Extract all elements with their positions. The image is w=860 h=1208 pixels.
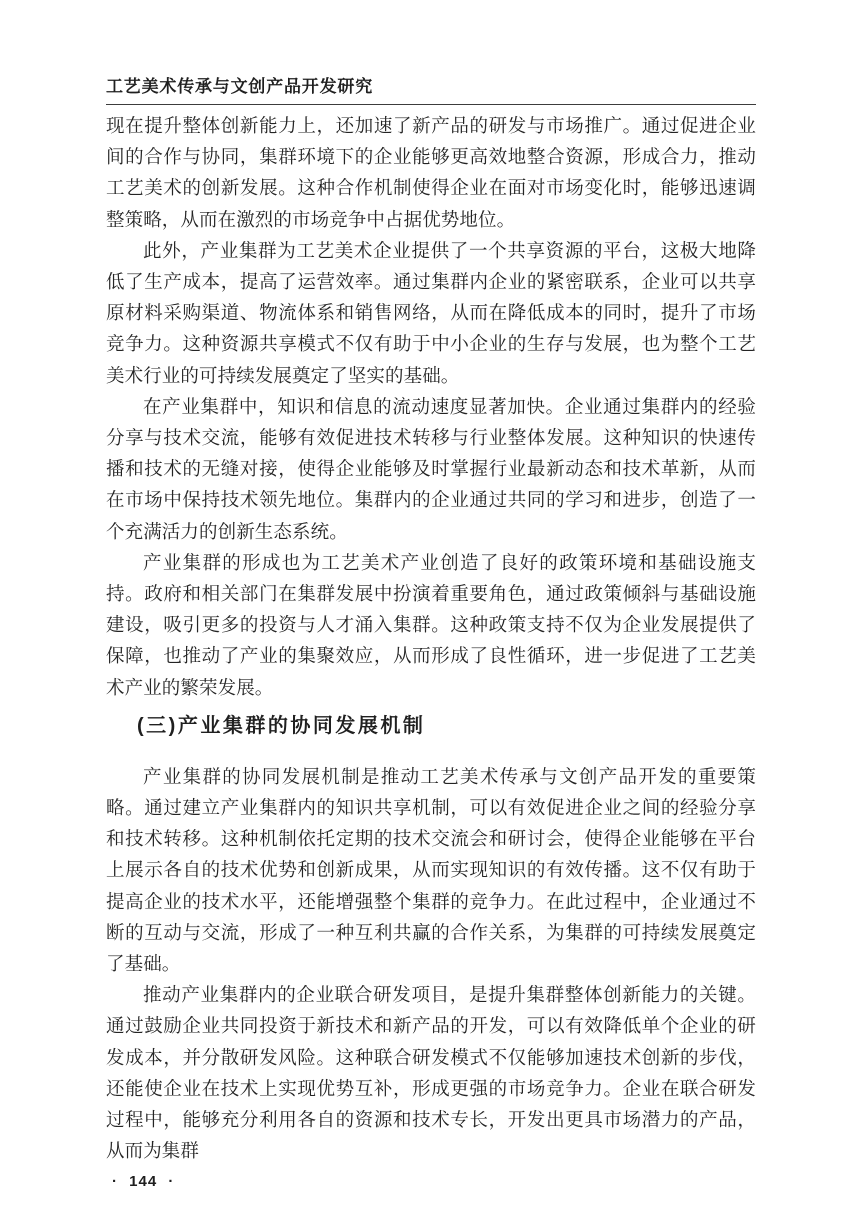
running-head-title: 工艺美术传承与文创产品开发研究 [106, 77, 373, 96]
header-rule [106, 104, 756, 105]
page-body [106, 112, 756, 1169]
paragraph: 产业集群的协同发展机制是推动工艺美术传承与文创产品开发的重要策略。通过建立产业集群内的知识共享机制，可以有效促进企业之间的经验分享和技术转移。这种机制依托定期的技术交流会和研讨会，使得企业能够在平台上展示各自的技术优势和创新成果，从而实现知识的有效传播。这不仅有助于提高企业的技术水平，还能增强整个集群的竞争力。在此过程中，企业通过不断的互动与交流，形成了一种互利共赢的合作关系，为集群的可持续发展奠定了基础。 [106, 767, 756, 976]
page-header [106, 77, 756, 105]
section-heading: (三)产业集群的协同发展机制 [137, 714, 426, 737]
page-number: · 144 · [112, 1172, 175, 1190]
paragraph: 现在提升整体创新能力上，还加速了新产品的研发与市场推广。通过促进企业间的合作与协同，集群环境下的企业能够更高效地整合资源，形成合力，推动工艺美术的创新发展。这种合作机制使得企业在面对市场变化时，能够迅速调整策略，从而在激烈的市场竞争中占据优势地位。 [106, 117, 756, 231]
paragraph: 在产业集群中，知识和信息的流动速度显著加快。企业通过集群内的经验分享与技术交流，能够有效促进技术转移与行业整体发展。这种知识的快速传播和技术的无缝对接，使得企业能够及时掌握行业最新动态和技术革新，从而在市场中保持技术领先地位。集群内的企业通过共同的学习和进步，创造了一个充满活力的创新生态系统。 [106, 397, 756, 543]
paragraph: 推动产业集群内的企业联合研发项目，是提升集群整体创新能力的关键。通过鼓励企业共同投资于新技术和新产品的开发，可以有效降低单个企业的研发成本，并分散研发风险。这种联合研发模式不仅能够加速技术创新的步伐，还能使企业在技术上实现优势互补，形成更强的市场竞争力。企业在联合研发过程中，能够充分利用各自的资源和技术专长，开发出更具市场潜力的产品，从而为集群 [106, 986, 756, 1163]
paragraph: 产业集群的形成也为工艺美术产业创造了良好的政策环境和基础设施支持。政府和相关部门在集群发展中扮演着重要角色，通过政策倾斜与基础设施建设，吸引更多的投资与人才涌入集群。这种政策支持不仅为企业发展提供了保障，也推动了产业的集聚效应，从而形成了良性循环，进一步促进了工艺美术产业的繁荣发展。 [106, 553, 756, 699]
paragraph: 此外，产业集群为工艺美术企业提供了一个共享资源的平台，这极大地降低了生产成本，提高了运营效率。通过集群内企业的紧密联系，企业可以共享原材料采购渠道、物流体系和销售网络，从而在降低成本的同时，提升了市场竞争力。这种资源共享模式不仅有助于中小企业的生存与发展，也为整个工艺美术行业的可持续发展奠定了坚实的基础。 [106, 241, 756, 387]
page-footer [106, 1172, 756, 1192]
